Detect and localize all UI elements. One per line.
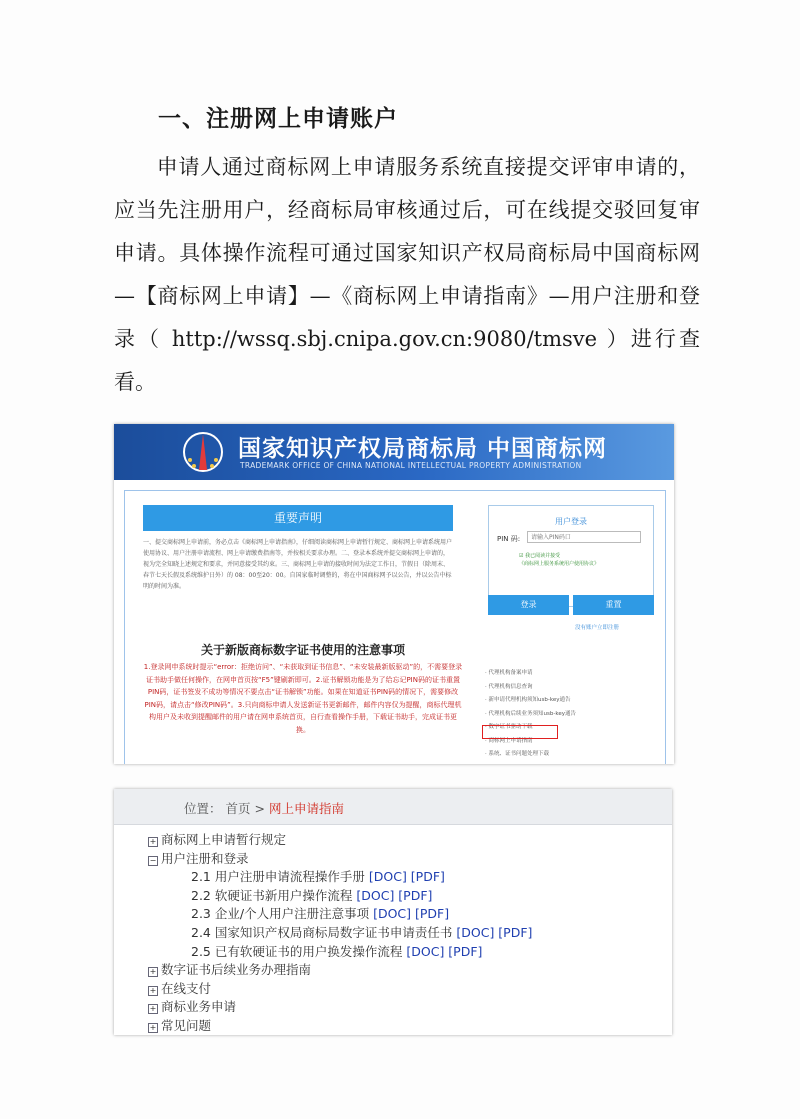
highlight-box (482, 725, 558, 739)
cert-notice-title: 关于新版商标数字证书使用的注意事项 (200, 643, 405, 657)
subitem-label: 国家知识产权局商标局数字证书申请责任书 (214, 924, 453, 940)
agreement-checkbox[interactable] (519, 552, 629, 568)
login-title: 用户登录 (555, 517, 587, 526)
notice-heading: 重要声明 (143, 505, 453, 531)
side-link[interactable]: · 代理机构信息查询 (485, 683, 533, 690)
section-heading: 一、注册网上申请账户 (158, 106, 398, 132)
site-title: 国家知识产权局商标局 中国商标网 (238, 436, 608, 462)
subitem-label: 软硬证书新用户操作流程 (214, 887, 353, 903)
tree-subitem (148, 943, 532, 962)
agreement-link[interactable]: 《商标网上服务系统用户使用协议》 (519, 561, 600, 567)
subitem-number: 2.3 (191, 906, 211, 922)
guide-tree (148, 831, 532, 1035)
tree-subitem (148, 924, 532, 943)
tree-node[interactable] (148, 1017, 532, 1035)
subitem-number: 2.4 (191, 924, 211, 940)
tree-node-label[interactable]: 数字证书后续业务办理指南 (161, 962, 312, 978)
reset-button[interactable]: 重置 (573, 595, 654, 615)
expand-icon[interactable]: + (149, 1004, 157, 1014)
tree-node[interactable] (148, 831, 532, 850)
tree-subitem (148, 868, 532, 887)
notice-text: 一、提交商标网上申请前，务必点击《商标网上申请指南》，仔细阅读商标网上申请暂行规定、商标网上申请系统用户使用协议、用户注册申请流程、网上申请缴费指南等，并按相关要求办理。二、登录本系统并提交商标网上申请的，视为完全知晓上述规定和要求，并同意接受其约束。三、商标网上申请的接收时间为法定工作日，节假日（除周末、春节七天长假及系统维护日外）的 08：00至20：00。自国家临时调整的，将在中国商标网予以公告，并以公告中标明的时间为准。 (143, 539, 453, 590)
guide-page-screenshot (114, 789, 672, 1035)
tree-node[interactable] (148, 850, 532, 869)
subitem-label: 企业/个人用户注册注意事项 (214, 906, 370, 922)
doc-pdf-links[interactable]: [DOC] [PDF] (406, 943, 483, 959)
tree-subitem (148, 905, 532, 924)
breadcrumb-separator: > (250, 801, 269, 816)
login-button[interactable]: 登录 (488, 595, 569, 615)
collapse-icon[interactable]: − (149, 855, 157, 865)
cert-notice-text: 1.登录网申系统时提示“error：拒绝访问”、“未获取到证书信息”、“未安装最新版驱动”的，不需要登录证书助手做任何操作，在网申首页按“F5”键刷新即可。2.证书解锁功能是为了给忘记PIN码的证书重置PIN码，证书签发不成功等情况不要点击“证书解锁”功能。如果在知道证书PIN码的情况下，需要修改PIN码，请点击“修改PIN码”。3.只向商标申请人发送新证书更新邮件，邮件内容仅为提醒，商标代理机构用户及未收到提醒邮件的用户请在网申系统首页，自行查看操作手册，下载证书助手，完成证书更换。 (143, 663, 463, 734)
breadcrumb-home[interactable]: 首页 (225, 801, 251, 816)
expand-icon[interactable]: + (149, 967, 157, 977)
tree-node[interactable] (148, 998, 532, 1017)
subitem-number: 2.1 (191, 869, 211, 885)
tree-node-label[interactable]: 用户注册和登录 (161, 850, 249, 866)
side-link[interactable]: · 数字证书驱动下载 (485, 724, 533, 730)
login-page-body (124, 490, 666, 764)
doc-pdf-links[interactable]: [DOC] [PDF] (356, 887, 433, 903)
tree-node-label[interactable]: 商标业务申请 (161, 999, 237, 1015)
side-link[interactable]: · 商标网上申请指南 (485, 737, 533, 744)
doc-pdf-links[interactable]: [DOC] [PDF] (368, 869, 445, 885)
pin-input[interactable]: 请输入PIN码口 (527, 531, 641, 543)
breadcrumb-current: 网上申请指南 (268, 801, 344, 816)
side-link[interactable]: · 代理机构备案申请 (485, 670, 533, 676)
site-subtitle: TRADEMARK OFFICE OF CHINA NATIONAL INTELLECTUAL PROPERTY ADMINISTRATION (240, 461, 582, 470)
tree-node[interactable] (148, 980, 532, 999)
breadcrumb-bar (114, 789, 672, 825)
doc-pdf-links[interactable]: [DOC] [PDF] (373, 906, 450, 922)
doc-pdf-links[interactable]: [DOC] [PDF] (456, 924, 533, 940)
agreement-label: 我已阅读并接受 (525, 553, 561, 559)
register-link[interactable]: 没有账户立即注册 (575, 625, 620, 631)
side-links (485, 667, 576, 762)
tree-node-label[interactable]: 在线支付 (161, 980, 212, 996)
breadcrumb (184, 799, 344, 817)
tree-node[interactable] (148, 961, 532, 980)
breadcrumb-prefix: 位置： (184, 801, 222, 816)
login-page-screenshot (114, 424, 674, 764)
expand-icon[interactable]: + (149, 1022, 157, 1032)
tree-node-label[interactable]: 商标网上申请暂行规定 (161, 832, 287, 847)
expand-icon[interactable]: + (149, 985, 157, 995)
side-link[interactable]: · 代理机构后续业务须知usb-key通告 (485, 710, 576, 717)
side-link[interactable]: · 系统、证书问题处理下载 (485, 751, 549, 757)
tree-subitem (148, 887, 532, 906)
login-panel (488, 505, 654, 607)
expand-icon[interactable]: + (149, 837, 157, 846)
side-link[interactable]: · 新申请代理机构须知usb-key通告 (485, 697, 571, 703)
pin-label: PIN 码: (497, 535, 521, 543)
site-banner (114, 424, 674, 480)
subitem-label: 已有软硬证书的用户换发操作流程 (214, 943, 403, 959)
subitem-number: 2.5 (191, 943, 211, 959)
intro-paragraph (114, 146, 700, 404)
tree-node-label[interactable]: 常见问题 (161, 1017, 212, 1033)
cnipa-emblem-icon (180, 430, 226, 474)
subitem-number: 2.2 (191, 887, 211, 903)
intro-text: 申请人通过商标网上申请服务系统直接提交评审申请的，应当先注册用户，经商标局审核通过后，可在线提交驳回复审申请。具体操作流程可通过国家知识产权局商标局中国商标网—【商标网上申请】—《商标网上申请指南》—用户注册和登录（ http://wssq.sbj.cnipa.gov.cn:9080/tmsve ）进行查看。 (114, 155, 700, 394)
checkbox-icon[interactable]: ☑ (519, 553, 524, 559)
login-buttons (488, 595, 654, 615)
subitem-label: 用户注册申请流程操作手册 (214, 869, 365, 885)
